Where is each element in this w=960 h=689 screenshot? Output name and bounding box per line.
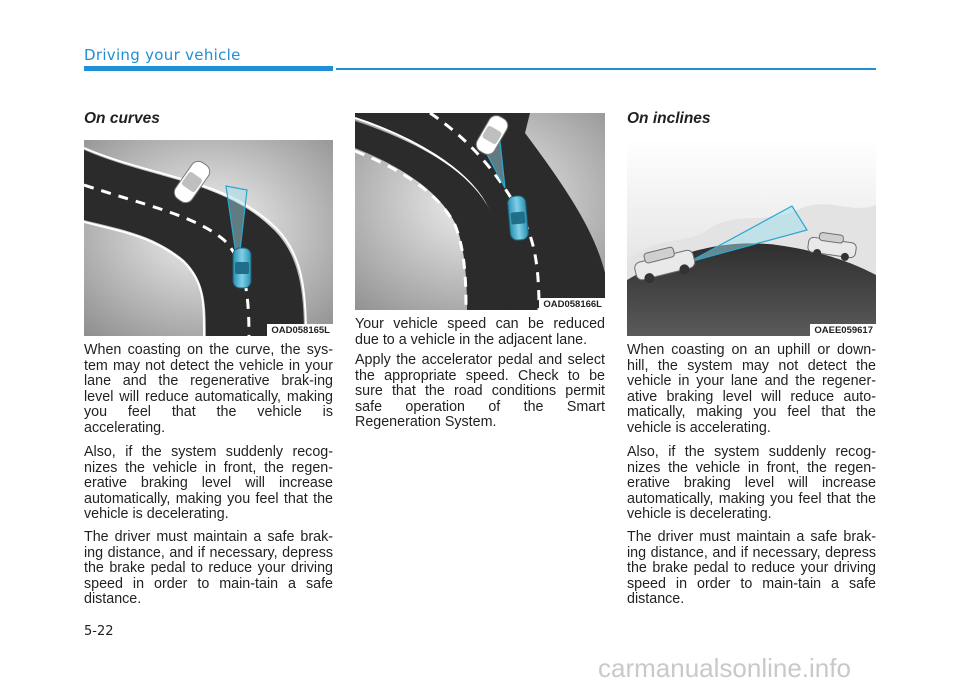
adjacent-lane-road-image: [355, 113, 605, 310]
figure-code-label: OAD058165L: [267, 324, 333, 336]
heading-on-curves: On curves: [84, 110, 160, 127]
figure-incline-illustration: [627, 140, 876, 336]
heading-on-inclines: On inclines: [627, 110, 711, 127]
header-rule-accent: [84, 66, 333, 71]
paragraph: The driver must maintain a safe brak-ing distance, and if necessary, depress the brake pedal to reduce your driving speed in order to main-tain a safe distance.: [627, 529, 876, 607]
paragraph: Apply the accelerator pedal and select the appropriate speed. Check to be sure that the road conditions permit safe operation of the Smart Regeneration System.: [355, 352, 605, 430]
incline-road-image: [627, 140, 876, 336]
paragraph: Also, if the system suddenly recog-nizes the vehicle in front, the regen-erative braking level will increase automatically, making you feel that the vehicle is decelerating.: [84, 444, 333, 522]
section-header-title: Driving your vehicle: [84, 46, 241, 64]
page-number: 5-22: [84, 624, 114, 639]
curve-road-image: [84, 140, 333, 336]
figure-code-label: OAEE059617: [810, 324, 876, 336]
paragraph: Your vehicle speed can be reduced due to a vehicle in the adjacent lane.: [355, 316, 605, 348]
paragraph: Also, if the system suddenly recog-nizes the vehicle in front, the regen-erative braking level will increase automatically, making you feel that the vehicle is decelerating.: [627, 444, 876, 522]
paragraph: The driver must maintain a safe brak-ing distance, and if necessary, depress the brake pedal to reduce your driving speed in order to main-tain a safe distance.: [84, 529, 333, 607]
figure-curve-illustration: [84, 140, 333, 336]
header-rule: [336, 68, 876, 70]
watermark: carmanualsonline.info: [598, 653, 851, 683]
paragraph: When coasting on an uphill or down-hill, the system may not detect the vehicle in your lane and the regener-ative braking level will reduce auto-matically, making you feel that the vehicle is accelerating.: [627, 342, 876, 436]
figure-code-label: OAD058166L: [539, 298, 605, 310]
paragraph: When coasting on the curve, the sys-tem may not detect the vehicle in your lane and the regenerative brak-ing level will reduce automatically, making you feel that the vehicle is accelerating.: [84, 342, 333, 436]
figure-adjacent-lane-illustration: [355, 113, 605, 310]
